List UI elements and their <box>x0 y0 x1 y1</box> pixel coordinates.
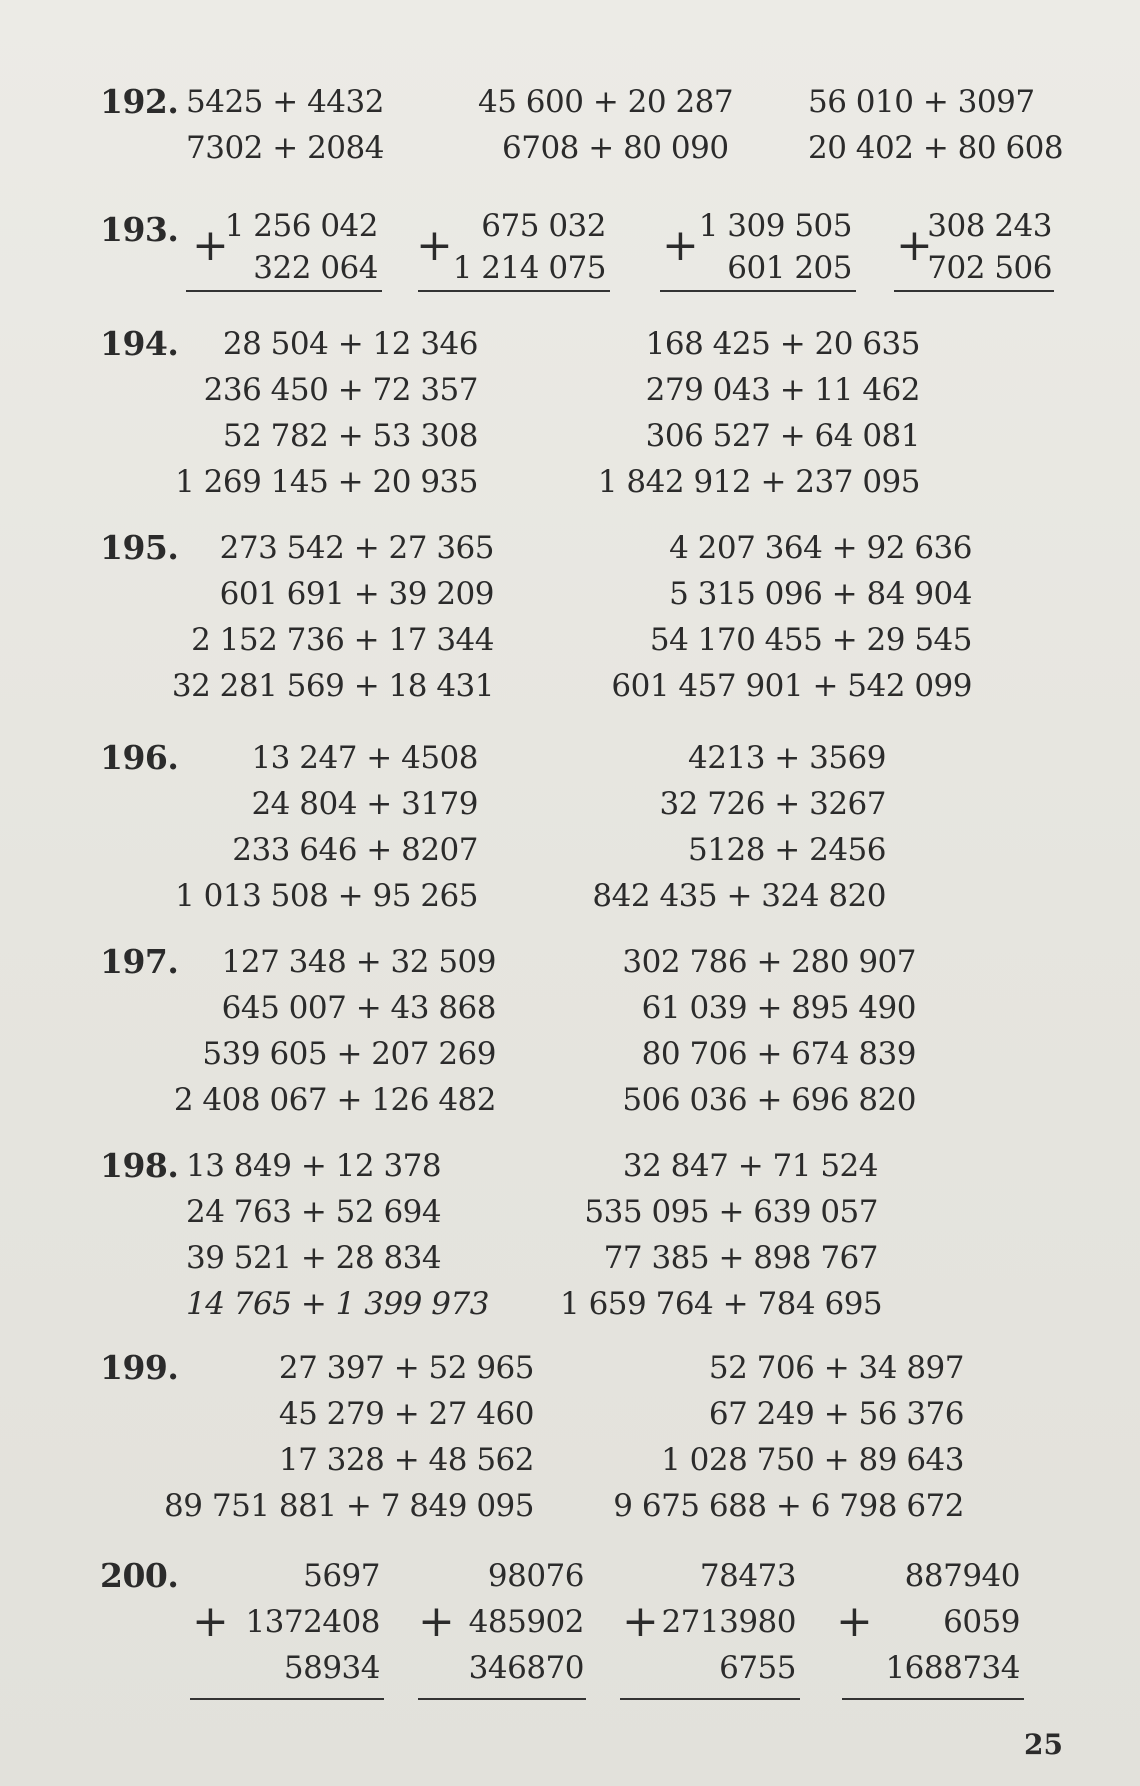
ex199-left-expression: 27 397 + 52 965 <box>278 1350 534 1386</box>
ex195-right-expression: 4 207 364 + 92 636 <box>669 530 972 566</box>
ex198-right-expression: 535 095 + 639 057 <box>584 1194 878 1230</box>
ex198-right-expression: 32 847 + 71 524 <box>622 1148 878 1184</box>
exercise-196-number: 196. <box>100 738 179 777</box>
ex196-right-expression: 32 726 + 3267 <box>659 786 886 822</box>
ex197-left-expression: 539 605 + 207 269 <box>202 1036 496 1072</box>
ex192-expression: 7302 + 2084 <box>186 130 384 166</box>
ex200-addend: 1372408 <box>245 1604 380 1640</box>
sum-line <box>418 1698 586 1700</box>
plus-sign: + <box>662 220 699 271</box>
ex199-right-expression: 9 675 688 + 6 798 672 <box>613 1488 964 1524</box>
ex200-addend: 98076 <box>487 1558 584 1594</box>
ex197-left-expression: 2 408 067 + 126 482 <box>173 1082 496 1118</box>
sum-line <box>660 290 856 292</box>
ex195-left-expression: 601 691 + 39 209 <box>219 576 494 612</box>
sum-line <box>418 290 610 292</box>
ex193-addend-bottom: 601 205 <box>727 250 852 286</box>
ex198-right-expression: 77 385 + 898 767 <box>603 1240 878 1276</box>
ex194-right-expression: 168 425 + 20 635 <box>645 326 920 362</box>
exercise-192-number: 192. <box>100 82 179 121</box>
ex200-addend: 6059 <box>943 1604 1020 1640</box>
ex200-addend: 887940 <box>904 1558 1020 1594</box>
ex198-right-expression: 1 659 764 + 784 695 <box>560 1286 883 1322</box>
ex195-left-expression: 273 542 + 27 365 <box>219 530 494 566</box>
ex193-addend-top: 308 243 <box>927 208 1052 244</box>
ex199-right-expression: 67 249 + 56 376 <box>708 1396 964 1432</box>
ex196-right-expression: 4213 + 3569 <box>688 740 886 776</box>
ex192-expression: 5425 + 4432 <box>186 84 384 120</box>
ex200-addend: 6755 <box>719 1650 796 1686</box>
ex194-left-expression: 52 782 + 53 308 <box>222 418 478 454</box>
sum-line <box>186 290 382 292</box>
ex200-addend: 485902 <box>468 1604 584 1640</box>
ex199-left-expression: 89 751 881 + 7 849 095 <box>164 1488 534 1524</box>
ex197-left-expression: 645 007 + 43 868 <box>221 990 496 1026</box>
ex194-right-expression: 306 527 + 64 081 <box>645 418 920 454</box>
ex195-left-expression: 2 152 736 + 17 344 <box>191 622 494 658</box>
ex196-right-expression: 5128 + 2456 <box>688 832 886 868</box>
plus-sign: + <box>896 220 933 271</box>
ex197-right-expression: 506 036 + 696 820 <box>622 1082 916 1118</box>
ex199-left-expression: 45 279 + 27 460 <box>278 1396 534 1432</box>
ex195-left-expression: 32 281 569 + 18 431 <box>171 668 494 704</box>
plus-sign: + <box>192 1596 229 1647</box>
ex194-left-expression: 236 450 + 72 357 <box>203 372 478 408</box>
ex196-left-expression: 24 804 + 3179 <box>251 786 478 822</box>
sum-line <box>190 1698 384 1700</box>
ex200-addend: 1688734 <box>885 1650 1020 1686</box>
page-number: 25 <box>1024 1728 1063 1761</box>
ex193-addend-top: 1 309 505 <box>698 208 852 244</box>
ex198-left-expression: 39 521 + 28 834 <box>186 1240 442 1276</box>
exercise-200-number: 200. <box>100 1556 179 1595</box>
ex192-expression: 20 402 + 80 608 <box>808 130 1064 166</box>
ex192-expression: 45 600 + 20 287 <box>478 84 734 120</box>
ex198-left-expression: 13 849 + 12 378 <box>186 1148 442 1184</box>
ex197-left-expression: 127 348 + 32 509 <box>221 944 496 980</box>
ex198-left-expression: 24 763 + 52 694 <box>186 1194 442 1230</box>
ex193-addend-bottom: 322 064 <box>253 250 378 286</box>
plus-sign: + <box>418 1596 455 1647</box>
sum-line <box>894 290 1054 292</box>
ex196-left-expression: 1 013 508 + 95 265 <box>175 878 478 914</box>
ex200-addend: 58934 <box>283 1650 380 1686</box>
ex194-left-expression: 28 504 + 12 346 <box>222 326 478 362</box>
ex193-addend-top: 1 256 042 <box>224 208 378 244</box>
plus-sign: + <box>836 1596 873 1647</box>
ex196-left-expression: 13 247 + 4508 <box>251 740 478 776</box>
ex200-addend: 2713980 <box>661 1604 796 1640</box>
ex200-addend: 78473 <box>699 1558 796 1594</box>
ex192-expression: 56 010 + 3097 <box>808 84 1035 120</box>
ex193-addend-bottom: 702 506 <box>927 250 1052 286</box>
ex196-left-expression: 233 646 + 8207 <box>232 832 478 868</box>
sum-line <box>842 1698 1024 1700</box>
ex197-right-expression: 80 706 + 674 839 <box>641 1036 916 1072</box>
ex197-right-expression: 61 039 + 895 490 <box>641 990 916 1026</box>
exercise-199-number: 199. <box>100 1348 179 1387</box>
ex195-right-expression: 54 170 455 + 29 545 <box>649 622 972 658</box>
ex198-left-expression: 14 765 + 1 399 973 <box>186 1286 489 1322</box>
ex193-addend-top: 675 032 <box>481 208 606 244</box>
exercise-193-number: 193. <box>100 210 179 249</box>
exercise-197-number: 197. <box>100 942 179 981</box>
ex199-right-expression: 1 028 750 + 89 643 <box>661 1442 964 1478</box>
ex200-addend: 346870 <box>468 1650 584 1686</box>
ex194-right-expression: 279 043 + 11 462 <box>645 372 920 408</box>
ex197-right-expression: 302 786 + 280 907 <box>622 944 916 980</box>
ex199-left-expression: 17 328 + 48 562 <box>278 1442 534 1478</box>
ex199-right-expression: 52 706 + 34 897 <box>708 1350 964 1386</box>
ex194-left-expression: 1 269 145 + 20 935 <box>175 464 478 500</box>
ex196-right-expression: 842 435 + 324 820 <box>592 878 886 914</box>
ex195-right-expression: 601 457 901 + 542 099 <box>611 668 972 704</box>
exercise-194-number: 194. <box>100 324 179 363</box>
sum-line <box>620 1698 800 1700</box>
plus-sign: + <box>416 220 453 271</box>
ex200-addend: 5697 <box>303 1558 380 1594</box>
ex195-right-expression: 5 315 096 + 84 904 <box>669 576 972 612</box>
exercise-198-number: 198. <box>100 1146 179 1185</box>
plus-sign: + <box>192 220 229 271</box>
ex193-addend-bottom: 1 214 075 <box>452 250 606 286</box>
plus-sign: + <box>622 1596 659 1647</box>
ex192-expression: 6708 + 80 090 <box>502 130 729 166</box>
ex194-right-expression: 1 842 912 + 237 095 <box>597 464 920 500</box>
exercise-195-number: 195. <box>100 528 179 567</box>
